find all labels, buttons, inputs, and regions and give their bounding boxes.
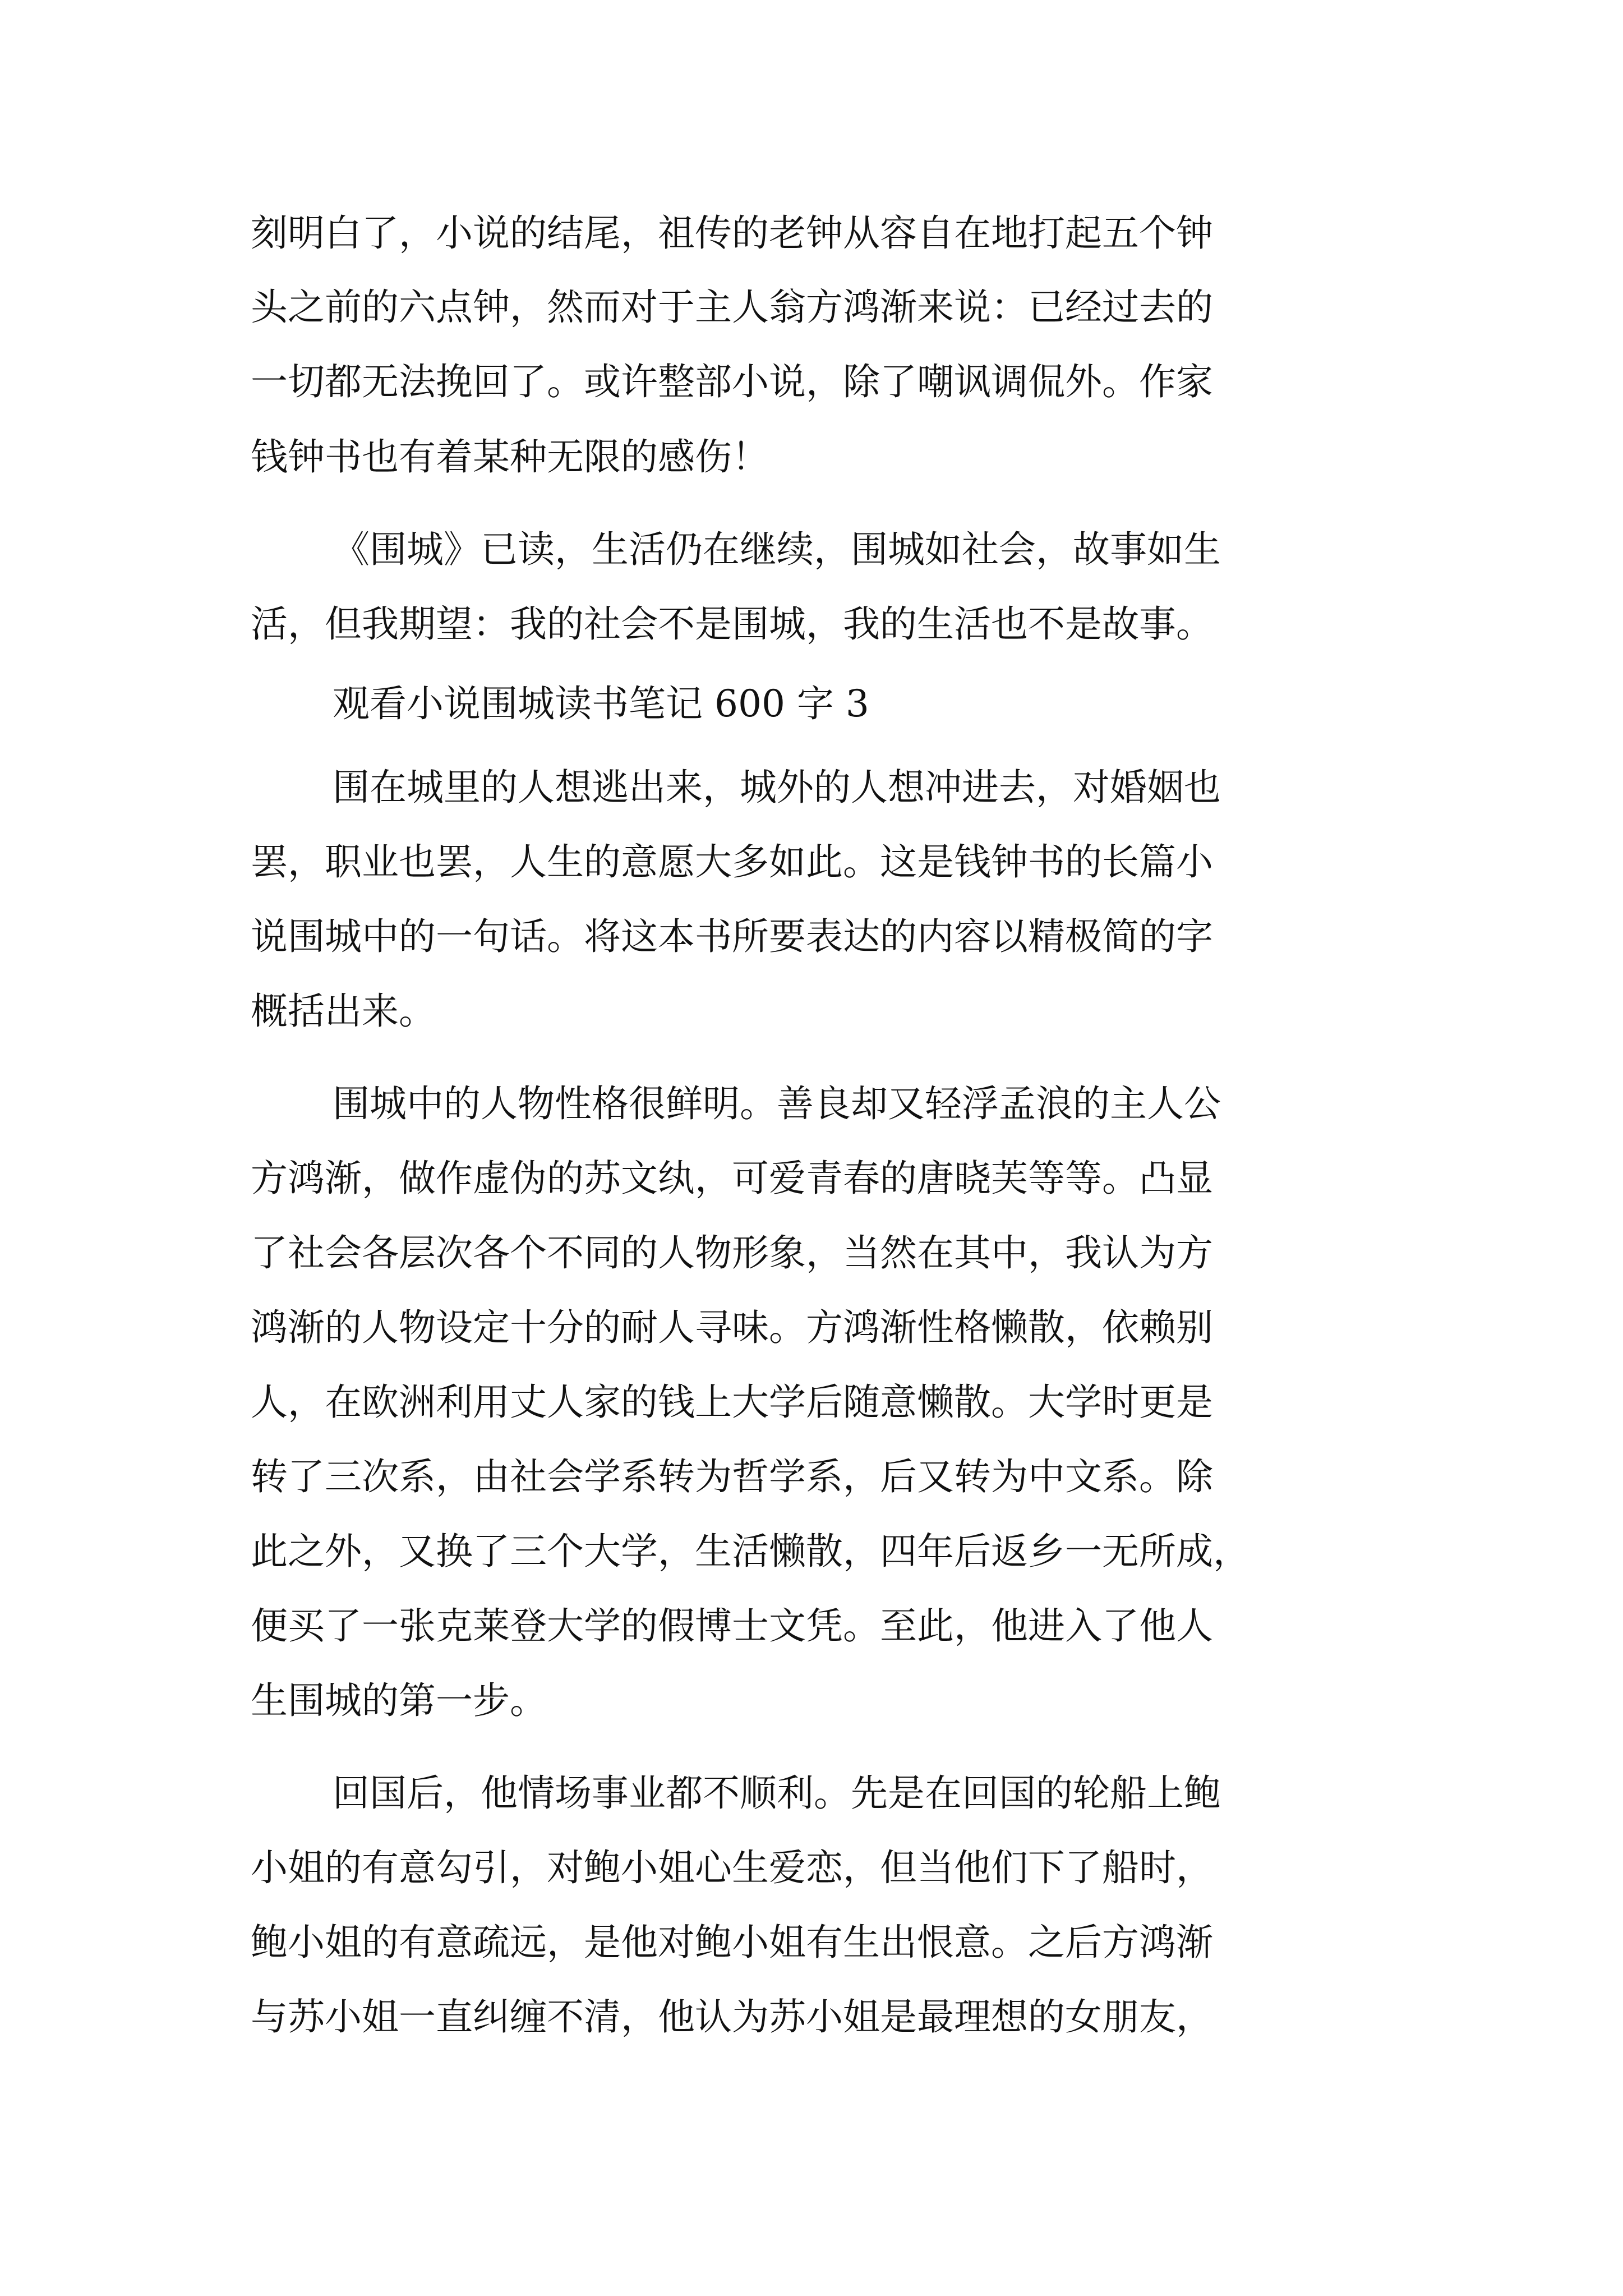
paragraph-first-line: 回国后，他情场事业都不顺利。先是在回国的轮船上鲍 [333, 1772, 1221, 1815]
text-line: 鸿渐的人物设定十分的耐人寻味。方鸿渐性格懒散，依赖别 [251, 1306, 1213, 1349]
text-line: 方鸿渐，做作虚伪的苏文纨，可爱青春的唐晓芙等等。凸显 [251, 1157, 1213, 1200]
text-line: 生围城的第一步。 [251, 1679, 547, 1722]
text-line: 罢，职业也罢，人生的意愿大多如此。这是钱钟书的长篇小 [251, 840, 1213, 884]
text-line: 活，但我期望：我的社会不是围城，我的生活也不是故事。 [251, 602, 1213, 646]
text-line: 刻明白了，小说的结尾，祖传的老钟从容自在地打起五个钟 [251, 211, 1213, 255]
paragraph-first-line: 《围城》已读，生活仍在继续，围城如社会，故事如生 [333, 528, 1221, 571]
section-heading: 观看小说围城读书笔记 600 字 3 [333, 682, 869, 725]
text-line: 此之外，又换了三个大学，生活懒散，四年后返乡一无所成， [251, 1530, 1250, 1573]
text-line: 一切都无法挽回了。或许整部小说，除了嘲讽调侃外。作家 [251, 360, 1213, 403]
paragraph-first-line: 围城中的人物性格很鲜明。善良却又轻浮孟浪的主人公 [333, 1082, 1221, 1125]
text-line: 小姐的有意勾引，对鲍小姐心生爱恋，但当他们下了船时， [251, 1846, 1213, 1889]
text-line: 人，在欧洲利用丈人家的钱上大学后随意懒散。大学时更是 [251, 1381, 1213, 1424]
text-line: 鲍小姐的有意疏远，是他对鲍小姐有生出恨意。之后方鸿渐 [251, 1921, 1213, 1964]
text-line: 了社会各层次各个不同的人物形象，当然在其中，我认为方 [251, 1231, 1213, 1274]
paragraph-first-line: 围在城里的人想逃出来，城外的人想冲进去，对婚姻也 [333, 766, 1221, 809]
text-line: 转了三次系，由社会学系转为哲学系，后又转为中文系。除 [251, 1455, 1213, 1498]
text-line: 钱钟书也有着某种无限的感伤！ [251, 435, 769, 478]
text-line: 头之前的六点钟，然而对于主人翁方鸿渐来说：已经过去的 [251, 286, 1213, 329]
text-line: 便买了一张克莱登大学的假博士文凭。至此，他进入了他人 [251, 1604, 1213, 1648]
text-line: 说围城中的一句话。将这本书所要表达的内容以精极简的字 [251, 915, 1213, 958]
text-line: 概括出来。 [251, 990, 436, 1033]
text-line: 与苏小姐一直纠缠不清，他认为苏小姐是最理想的女朋友， [251, 1995, 1213, 2039]
